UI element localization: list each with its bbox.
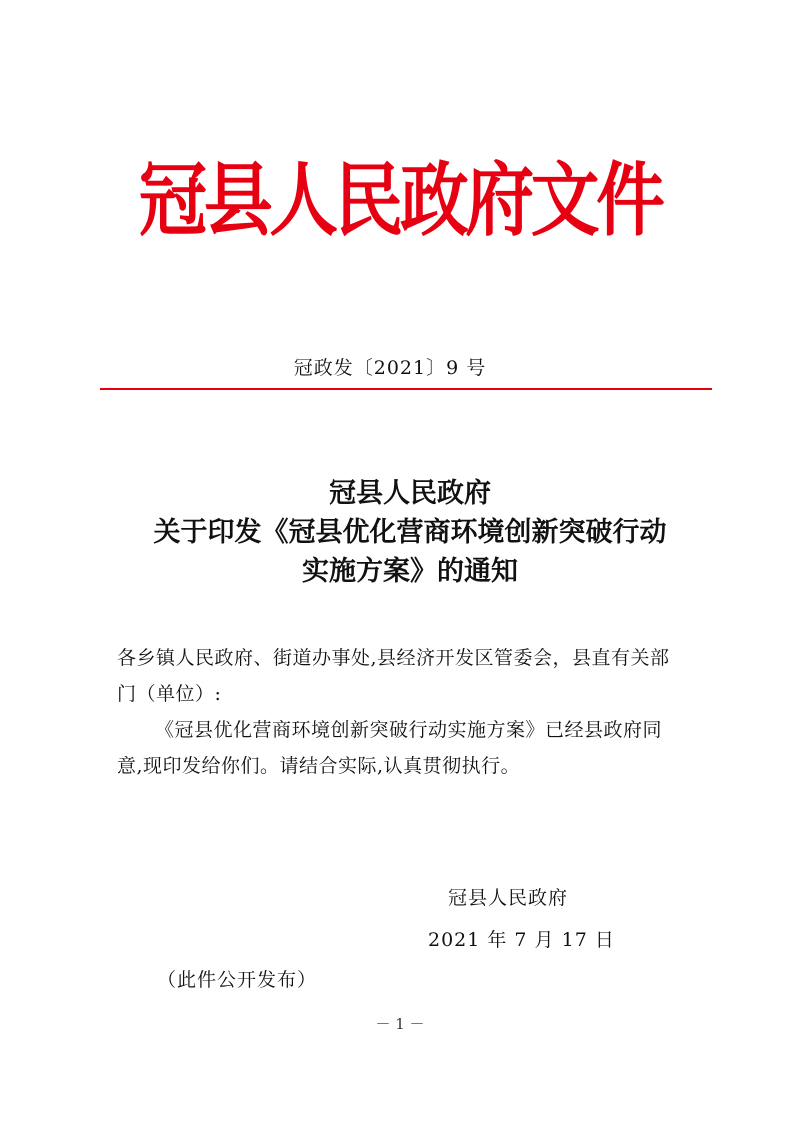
issuing-authority: 冠县人民政府 <box>448 887 569 909</box>
title-line-1: 冠县人民政府 <box>329 478 491 509</box>
recipient-list: 各乡镇人民政府、街道办事处,县经济开发区管委会，县直有关部门（单位）: <box>117 647 670 705</box>
release-note: （此件公开发布） <box>157 969 318 991</box>
page-number: － 1 － <box>375 1015 425 1033</box>
document-masthead: 冠县人民政府文件 <box>138 153 662 247</box>
body-paragraph: 《冠县优化营商环境创新突破行动实施方案》已经县政府同意,现印发给你们。请结合实际,认真贯彻执行。 <box>117 719 663 777</box>
red-separator-line <box>100 388 712 390</box>
title-line-2: 关于印发《冠县优化营商环境创新突破行动 <box>153 517 667 548</box>
issue-date: 2021 年 7 月 17 日 <box>428 929 615 951</box>
document-title <box>90 474 730 591</box>
title-line-3: 实施方案》的通知 <box>302 556 518 587</box>
document-number: 冠政发〔2021〕9 号 <box>293 357 487 379</box>
